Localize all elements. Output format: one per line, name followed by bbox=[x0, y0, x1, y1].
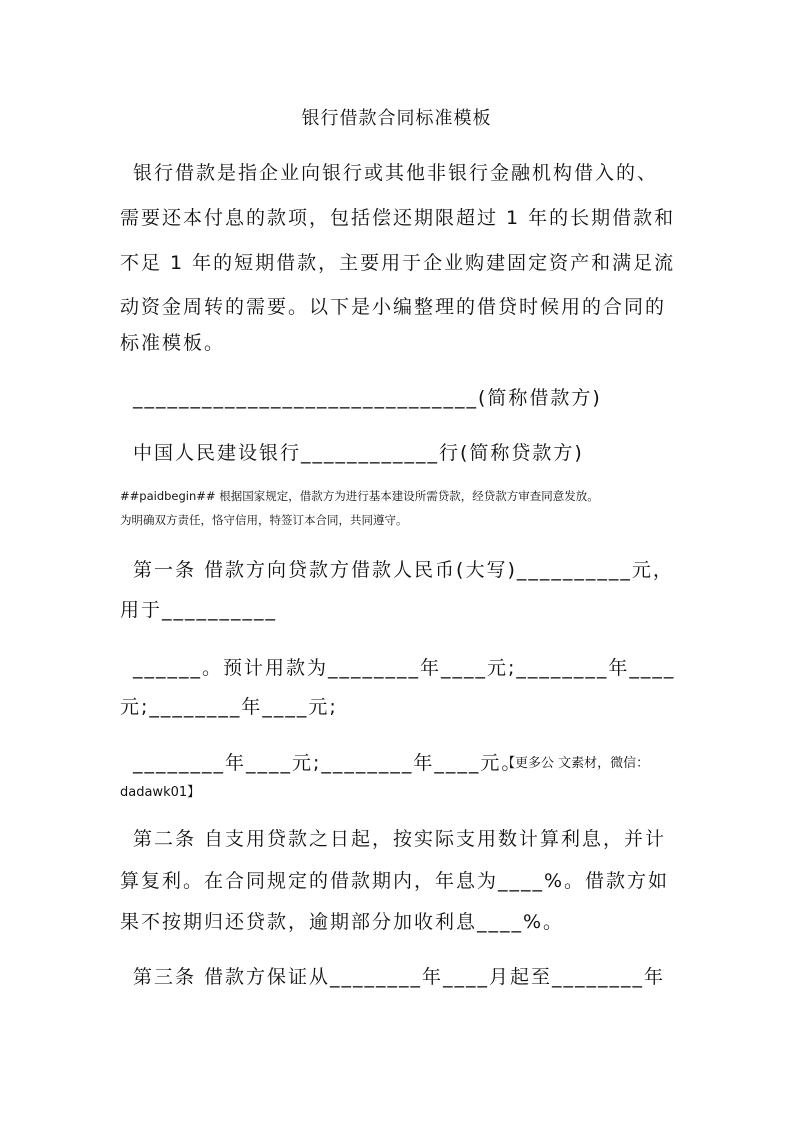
intro-line: 动资金周转的需要。以下是小编整理的借贷时候用的合同的 bbox=[120, 296, 667, 318]
article2-line: 果不按期归还贷款，逾期部分加收利息____%。 bbox=[120, 911, 565, 933]
ad-text: 【更多公 文素材，微信： bbox=[502, 756, 650, 771]
paid-note-line: ##paidbegin## 根据国家规定，借款方为进行基本建设所需贷款，经贷款方审查同意发放。 bbox=[120, 489, 599, 503]
intro-line: 需要还本付息的款项，包括偿还期限超过 1 年的长期借款和 bbox=[120, 207, 676, 229]
article2-line: 算复利。在合同规定的借款期内，年息为____%。借款方如 bbox=[120, 870, 670, 892]
article2-line: 第二条 自支用贷款之日起，按实际支用数计算利息，并计 bbox=[133, 828, 667, 850]
article1-line: 第一条 借款方向贷款方借款人民币(大写)__________元， bbox=[133, 559, 674, 581]
article3-line: 第三条 借款方保证从________年____月起至________年 bbox=[133, 966, 666, 988]
article1-line: 用于__________ bbox=[120, 599, 278, 621]
intro-line: 标准模板。 bbox=[120, 332, 226, 354]
article1-line: ______。预计用款为________年____元;________年____ bbox=[133, 657, 676, 679]
document-title: 银行借款合同标准模板 bbox=[301, 108, 492, 129]
intro-line: 银行借款是指企业向银行或其他非银行金融机构借入的、 bbox=[133, 162, 659, 184]
lender-line: 中国人民建设银行____________行(简称贷款方) bbox=[133, 442, 584, 464]
ad-text: dadawk01】 bbox=[120, 785, 201, 800]
borrower-line: ______________________________(简称借款方) bbox=[133, 387, 602, 409]
paid-note-line: 为明确双方责任，恪守信用，特签订本合同，共同遵守。 bbox=[120, 513, 408, 527]
article1-line: ________年____元;________年____元。 bbox=[133, 752, 523, 774]
intro-line: 不足 1 年的短期借款，主要用于企业购建固定资产和满足流 bbox=[120, 252, 676, 274]
article1-line: 元;________年____元; bbox=[120, 696, 338, 718]
